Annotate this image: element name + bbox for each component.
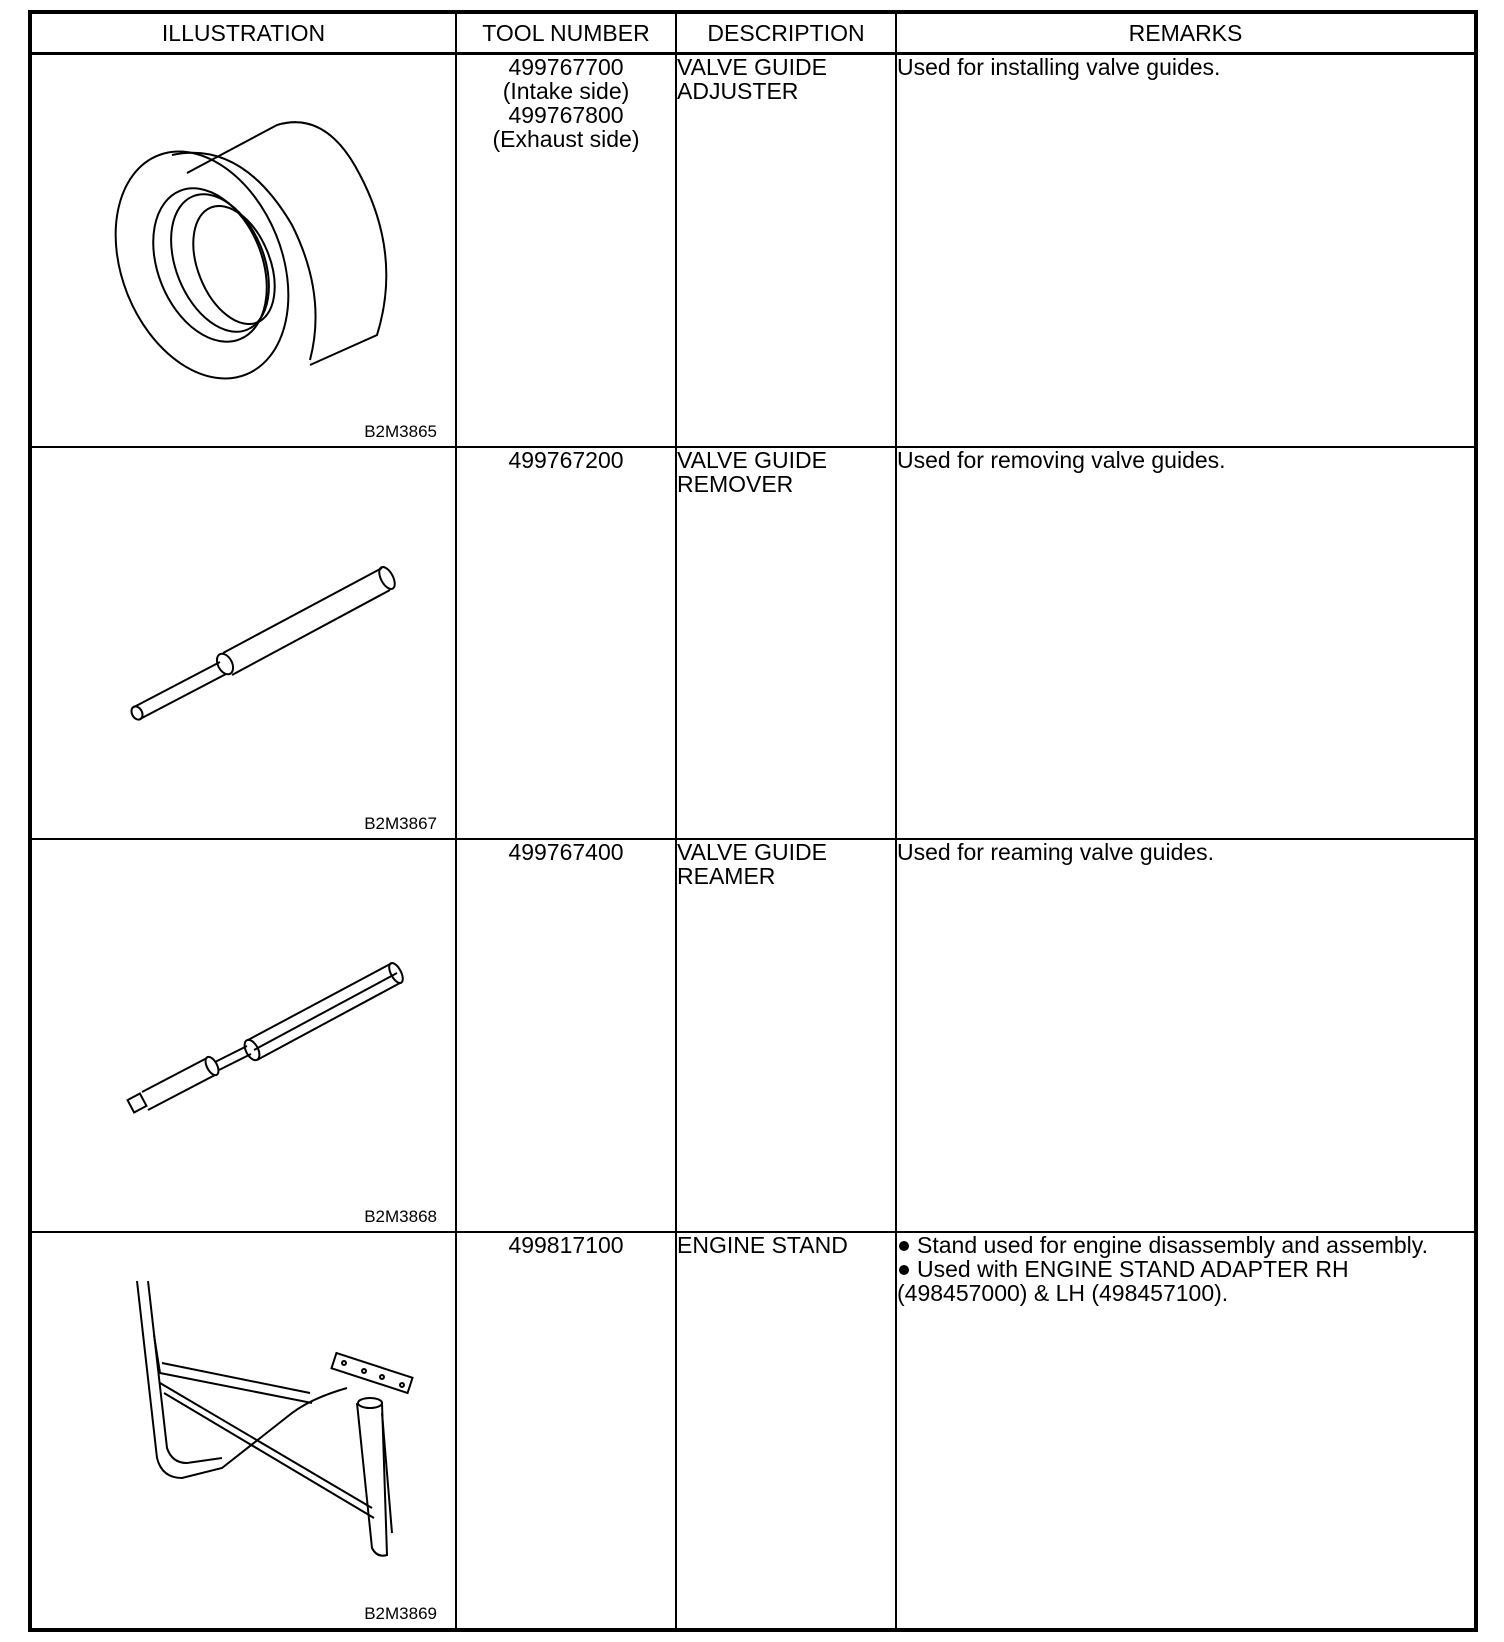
description-line: ENGINE STAND [677,1232,848,1259]
figure-caption: B2M3869 [364,1604,437,1623]
remarks-cell [896,447,1476,840]
tool-number: 499767800 [508,102,624,128]
valve-guide-adjuster-illustration-icon [82,85,422,415]
bullet-icon [899,1241,909,1251]
description-cell [676,1232,896,1630]
description-line: ADJUSTER [677,78,799,104]
tool-number: 499817100 [508,1232,624,1259]
remark-item [897,1257,1474,1305]
illustration-cell [30,447,456,840]
tool-number-cell [456,447,676,840]
remarks-cell [896,839,1476,1232]
tool-number-cell [456,54,676,447]
table-row [30,839,1476,1232]
remark-text: Used for removing valve guides. [897,446,1226,473]
header-tool-number: TOOL NUMBER [456,12,676,54]
remark-text: Stand used for engine disassembly and assembly. [917,1232,1428,1259]
illustration-cell [30,1232,456,1630]
figure-caption: B2M3865 [364,421,437,441]
remark-text: Used for installing valve guides. [897,54,1221,80]
header-illustration: ILLUSTRATION [30,12,456,54]
valve-guide-remover-illustration-icon [82,478,422,808]
tool-number-note: (Intake side) [502,78,630,104]
tool-number-cell [456,839,676,1232]
tool-number: 499767400 [508,839,624,866]
description-line: VALVE GUIDE [677,839,827,866]
figure-caption: B2M3867 [364,814,437,834]
valve-guide-reamer-illustration-icon [82,870,422,1200]
tool-number: 499767200 [508,446,624,473]
remark-item [897,1233,1474,1257]
table-row [30,1232,1476,1630]
remark-text: Used with ENGINE STAND ADAPTER RH (498457000) & LH (498457100). [897,1256,1349,1307]
table-row [30,54,1476,447]
description-cell [676,839,896,1232]
description-line: VALVE GUIDE [677,446,827,473]
remarks-cell [896,54,1476,447]
header-row [30,12,1476,54]
description-line: REMOVER [677,470,794,497]
description-cell [676,54,896,447]
engine-stand-illustration-icon [82,1263,422,1593]
table-row [30,447,1476,840]
tool-number: 499767700 [508,54,624,80]
description-line: VALVE GUIDE [677,54,827,80]
illustration-cell [30,54,456,447]
description-cell [676,447,896,840]
header-remarks: REMARKS [896,12,1476,54]
bullet-icon [899,1265,909,1275]
figure-caption: B2M3868 [364,1207,437,1227]
illustration-cell [30,839,456,1232]
description-line: REAMER [677,863,776,890]
header-description: DESCRIPTION [676,12,896,54]
tool-number-note: (Exhaust side) [492,126,640,152]
tool-number-cell [456,1232,676,1630]
remark-text: Used for reaming valve guides. [897,839,1215,866]
remarks-cell [896,1232,1476,1630]
special-tools-table [28,10,1478,1632]
